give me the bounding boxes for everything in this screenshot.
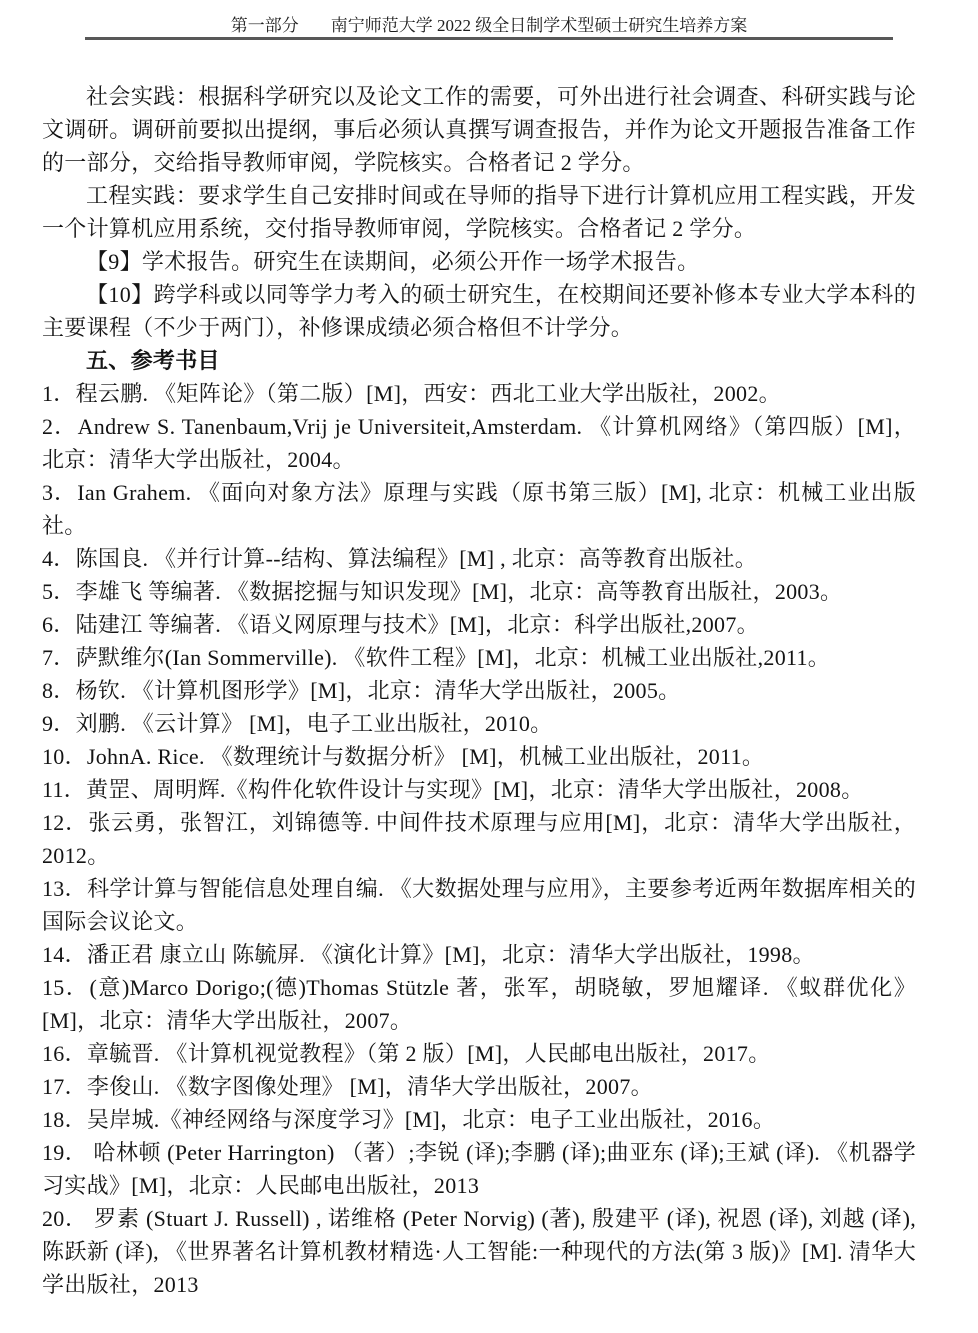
reference-item-18: 18．吴岸城.《神经网络与深度学习》[M]，北京：电子工业出版社，2016。 — [42, 1107, 776, 1132]
reference-item-14: 14．潘正君 康立山 陈毓屏. 《演化计算》[M]，北京：清华大学出版社，1998。 — [42, 942, 815, 967]
reference-item-11: 11．黄罡、周明辉.《构件化软件设计与实现》[M]，北京：清华大学出版社，2008。 — [42, 777, 864, 802]
header-title: 南宁师范大学 2022 级全日制学术型硕士研究生培养方案 — [330, 16, 748, 35]
reference-item-16: 16．章毓晋. 《计算机视觉教程》（第 2 版）[M]，人民邮电出版社，2017。 — [42, 1041, 771, 1066]
header-rule — [85, 37, 893, 40]
reference-item-19: 19． 哈林顿 (Peter Harrington) （著）;李锐 (译);李鹏 (译);曲亚东 (译);王斌 (译). 《机器学习实战》[M]，北京：人民邮电出版社，2013 — [42, 1140, 916, 1198]
reference-item-8: 8．杨钦. 《计算机图形学》[M]，北京：清华大学出版社，2005。 — [42, 678, 681, 703]
reference-item-12: 12．张云勇，张智江，刘锦德等. 中间件技术原理与应用[M]，北京：清华大学出版社，2012。 — [42, 810, 916, 868]
reference-item-6: 6．陆建江 等编著. 《语义网原理与技术》[M]，北京：科学出版社,2007。 — [42, 612, 759, 637]
paragraph-item-10-supplementary-courses: 【10】跨学科或以同等学力考入的硕士研究生，在校期间还要补修本专业大学本科的主要课程（不少于两门），补修课成绩必须合格但不计学分。 — [42, 282, 916, 340]
paragraph-item-9-academic-report: 【9】学术报告。研究生在读期间，必须公开作一场学术报告。 — [86, 249, 700, 274]
reference-item-17: 17．李俊山. 《数字图像处理》 [M]，清华大学出版社，2007。 — [42, 1074, 653, 1099]
reference-item-4: 4．陈国良. 《并行计算--结构、算法编程》[M] , 北京：高等教育出版社。 — [42, 546, 758, 571]
reference-item-20: 20． 罗素 (Stuart J. Russell) , 诺维格 (Peter Norvig) (著), 殷建平 (译), 祝恩 (译), 刘越 (译), 陈跃新 (译), 《世界著名计算机教材精选·人工智能:一种现代的方法(第 3 版)》[M]. 清华大学出版社，2013 — [42, 1206, 916, 1297]
section-heading-reference-books: 五、参考书目 — [86, 348, 220, 373]
reference-item-1: 1．程云鹏. 《矩阵论》（第二版）[M]，西安：西北工业大学出版社，2002。 — [42, 381, 781, 406]
paragraph-engineering-practice: 工程实践：要求学生自己安排时间或在导师的指导下进行计算机应用工程实践，开发一个计算机应用系统，交付指导教师审阅，学院核实。合格者记 2 学分。 — [42, 183, 916, 241]
reference-item-10: 10．JohnA. Rice. 《数理统计与数据分析》 [M]，机械工业出版社，2011。 — [42, 744, 765, 769]
reference-item-15: 15．(意)Marco Dorigo;(德)Thomas Stützle 著，张军，胡晓敏，罗旭耀译. 《蚁群优化》[M]，北京：清华大学出版社，2007。 — [42, 975, 916, 1033]
reference-item-9: 9．刘鹏. 《云计算》 [M]，电子工业出版社，2010。 — [42, 711, 553, 736]
document-body — [42, 80, 916, 1301]
reference-item-7: 7．萨默维尔(Ian Sommerville). 《软件工程》[M]，北京：机械工业出版社,2011。 — [42, 645, 831, 670]
reference-item-3: 3．Ian Grahem. 《面向对象方法》原理与实践（原书第三版）[M], 北京：机械工业出版社。 — [42, 480, 916, 538]
paragraph-social-practice: 社会实践：根据科学研究以及论文工作的需要，可外出进行社会调查、科研实践与论文调研。调研前要拟出提纲，事后必须认真撰写调查报告，并作为论文开题报告准备工作的一部分，交给指导教师审阅，学院核实。合格者记 2 学分。 — [42, 84, 916, 175]
page-header — [0, 11, 978, 36]
header-part-label: 第一部分 — [230, 16, 299, 35]
reference-item-2: 2．Andrew S. Tanenbaum,Vrij je Universiteit,Amsterdam. 《计算机网络》（第四版）[M]，北京：清华大学出版社，2004。 — [42, 414, 916, 472]
reference-item-5: 5．李雄飞 等编著. 《数据挖掘与知识发现》[M]，北京：高等教育出版社，2003。 — [42, 579, 843, 604]
reference-item-13: 13．科学计算与智能信息处理自编. 《大数据处理与应用》，主要参考近两年数据库相关的国际会议论文。 — [42, 876, 916, 934]
